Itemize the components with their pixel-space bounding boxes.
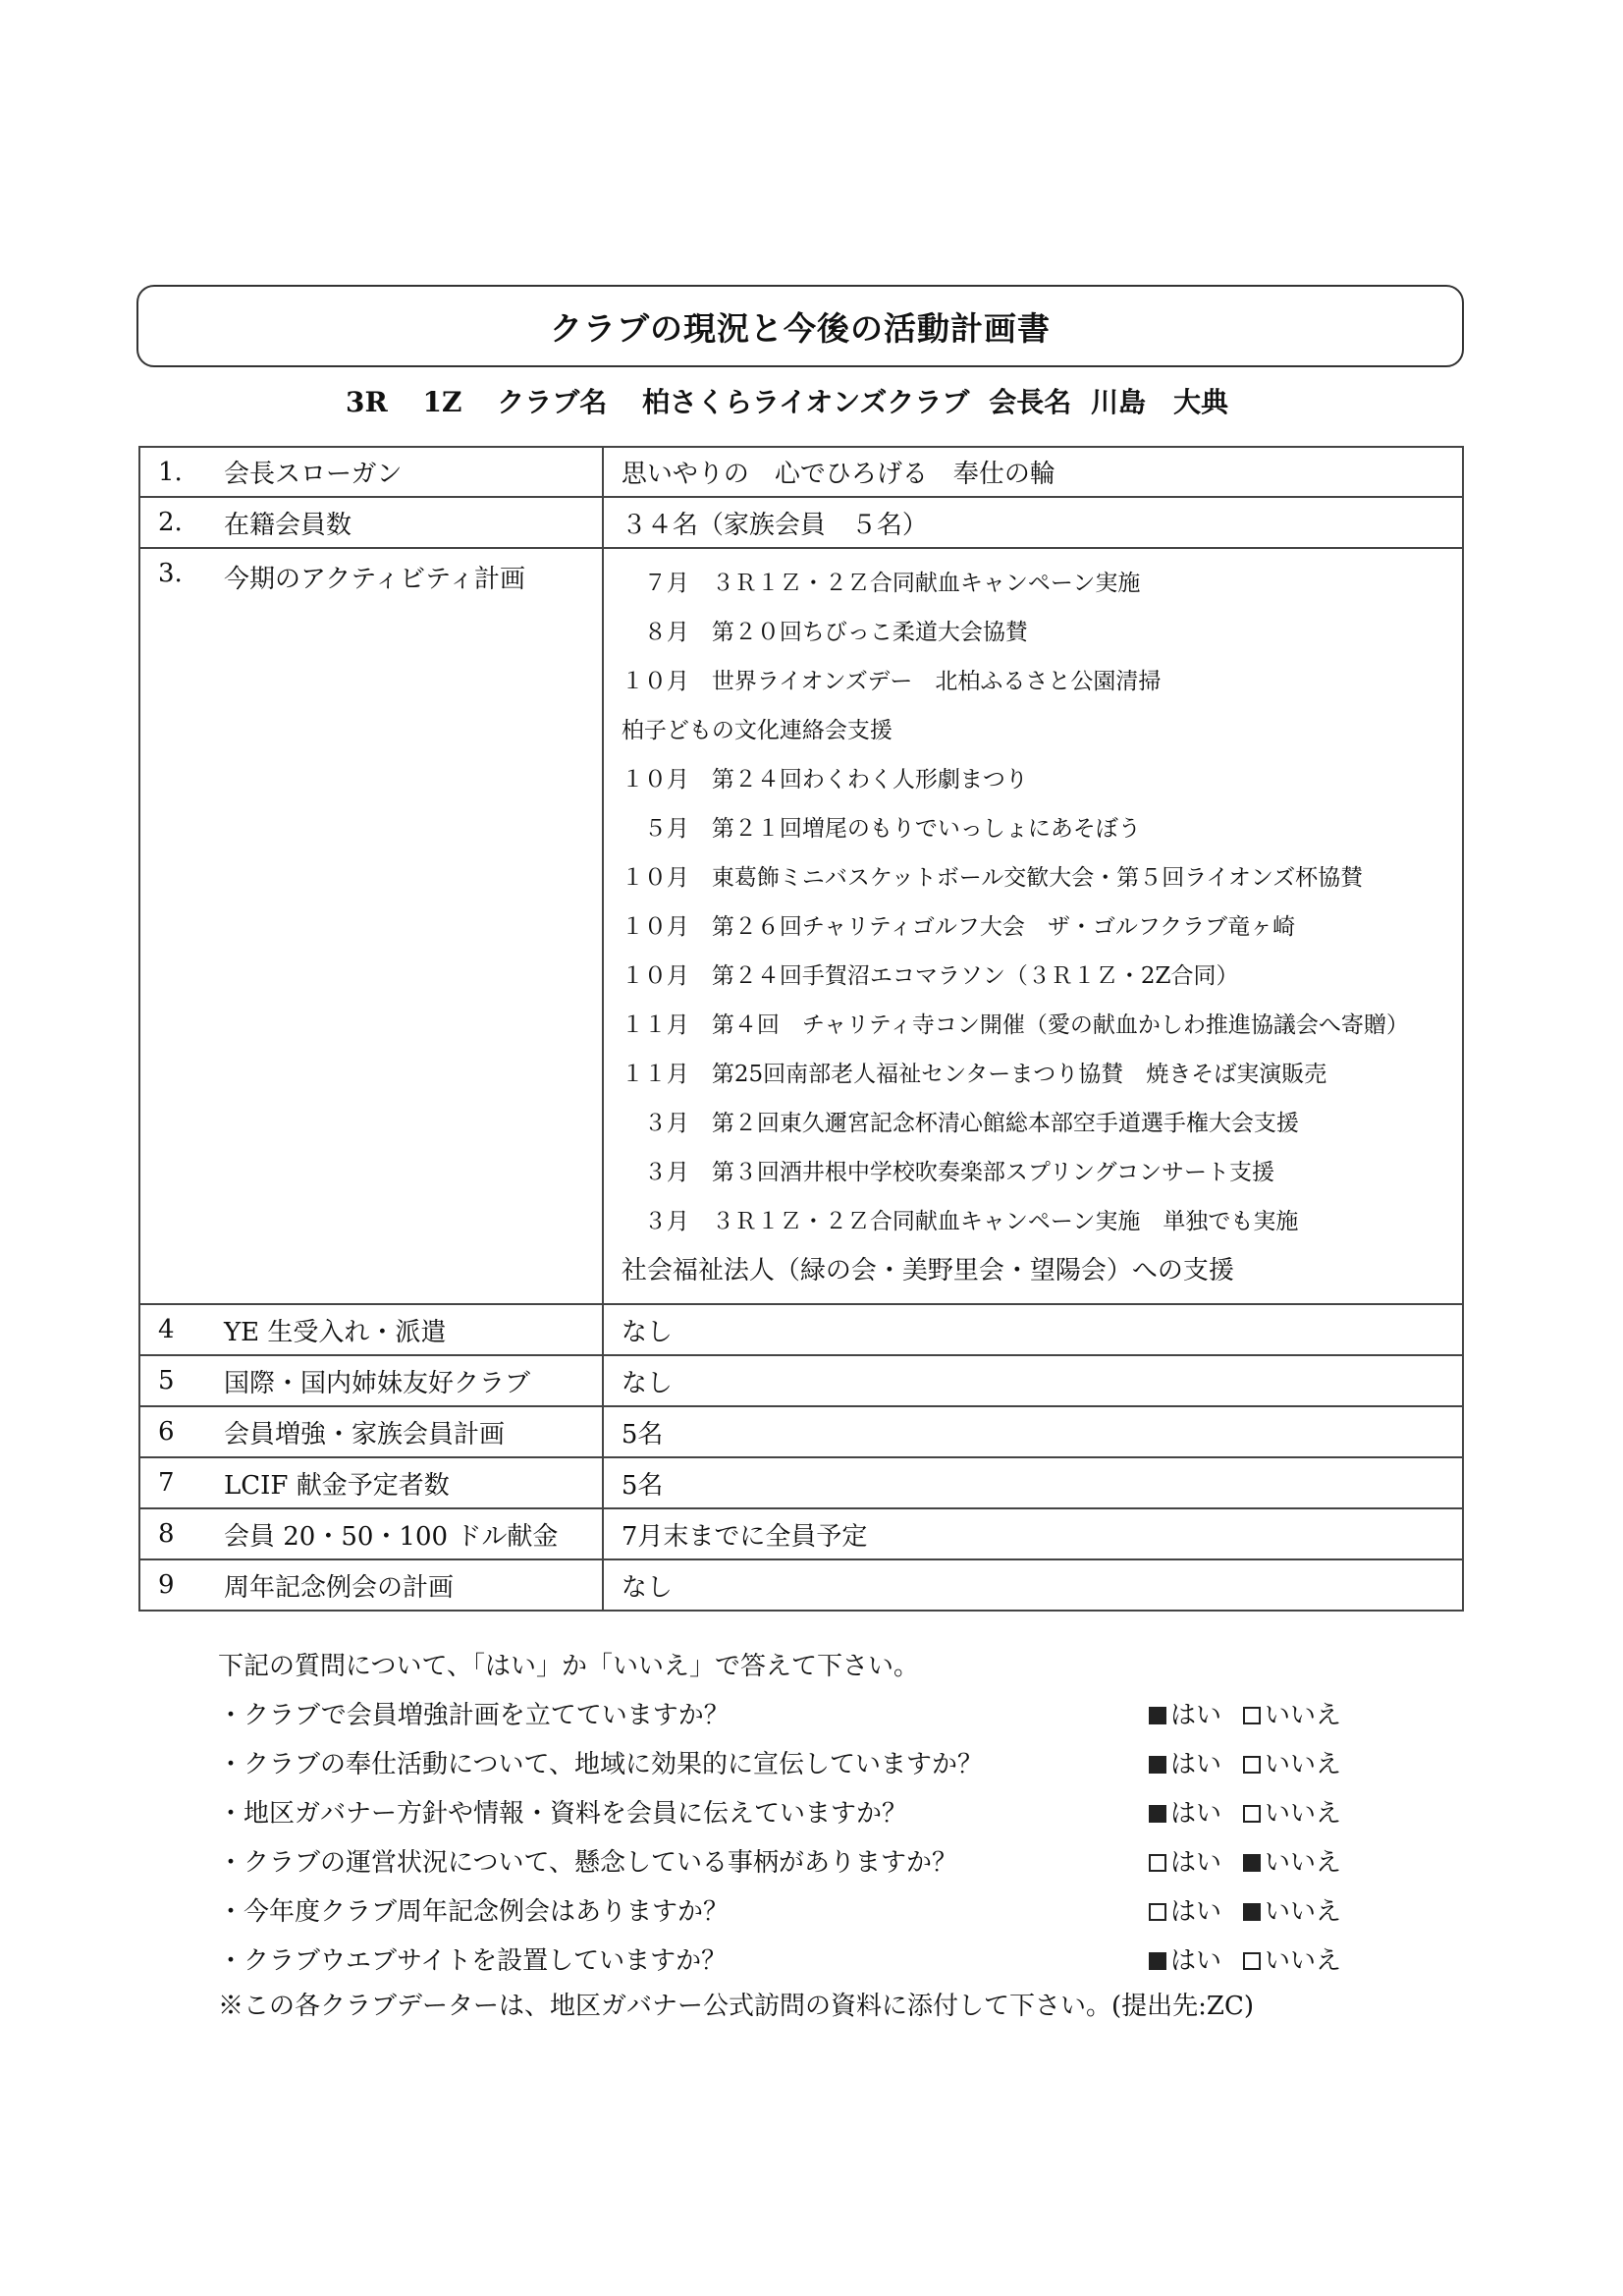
checked-box-icon[interactable] [1149,1707,1166,1724]
table-row [139,1406,1463,1457]
checked-box-icon[interactable] [1149,1805,1166,1823]
yes-label: はい [1170,1750,1222,1779]
question-text: ・クラブの運営状況について、懸念している事柄がありますか？ [218,1848,957,1878]
row-number: 9 [158,1570,175,1600]
answer-group [1149,1789,1363,1838]
yes-label: はい [1170,1799,1222,1829]
answer-group [1149,1887,1363,1937]
checked-box-icon[interactable] [1149,1952,1166,1970]
question-row [218,1838,1377,1887]
table-row [139,447,1463,497]
region: 3R [346,386,388,418]
row-number: 7 [158,1468,175,1498]
zone: 1Z [422,386,462,418]
checked-box-icon[interactable] [1243,1854,1261,1872]
row-label: 周年記念例会の計画 [224,1572,455,1603]
question-row [218,1887,1377,1937]
unchecked-box-icon[interactable] [1243,1756,1261,1774]
answer-group [1149,1838,1363,1887]
row-label: 在籍会員数 [224,510,352,540]
unchecked-box-icon[interactable] [1243,1952,1261,1970]
row-label: 会員 20・50・100 ドル献金 [224,1521,559,1552]
yes-label: はい [1170,1701,1222,1730]
question-row [218,1691,1377,1740]
row-label: 会員増強・家族会員計画 [224,1419,506,1449]
row-label: 国際・国内姉妹友好クラブ [224,1368,531,1398]
unchecked-box-icon[interactable] [1243,1805,1261,1823]
yes-option[interactable] [1149,1691,1221,1740]
row-value: 5名 [621,1419,664,1449]
row-number: 3. [158,559,183,588]
activity-item: １０月 第２４回わくわく人形劇まつり [621,767,1028,793]
question-row [218,1937,1377,1986]
answer-group [1149,1937,1363,1986]
checked-box-icon[interactable] [1243,1903,1261,1921]
activity-item: ５月 第２１回増尾のもりでいっしょにあそぼう [621,816,1141,842]
table-row [139,1508,1463,1559]
club-name: 柏さくらライオンズクラブ [641,386,970,418]
no-label: いいえ [1265,1946,1342,1976]
yes-option[interactable] [1149,1789,1221,1838]
question-row [218,1789,1377,1838]
row-label: 今期のアクティビティ計画 [224,565,526,594]
no-option[interactable] [1243,1937,1341,1986]
activity-item: １０月 東葛飾ミニバスケットボール交歓大会・第５回ライオンズ杯協賛 [621,865,1364,891]
yes-label: はい [1170,1897,1222,1927]
yes-label: はい [1170,1848,1222,1878]
no-label: いいえ [1265,1897,1342,1927]
activity-item: ３月 第２回東久邇宮記念杯清心館総本部空手道選手権大会支援 [621,1111,1299,1136]
activity-item: ７月 ３Ｒ１Ｚ・２Ｚ合同献血キャンペーン実施 [621,571,1141,596]
title-box [136,285,1464,367]
checked-box-icon[interactable] [1149,1756,1166,1774]
club-label: クラブ名 [497,386,608,418]
row-value: なし [621,1317,673,1347]
unchecked-box-icon[interactable] [1149,1903,1166,1921]
club-header [346,381,1254,420]
activity-item: ３月 第３回酒井根中学校吹奏楽部スプリングコンサート支援 [621,1160,1275,1185]
row-value: なし [621,1572,673,1603]
row-number: 4 [158,1315,175,1344]
row-number: 2. [158,508,183,537]
yes-option[interactable] [1149,1887,1221,1937]
activity-item: 社会福祉法人（緑の会・美野里会・望陽会）への支援 [621,1256,1234,1285]
table-row [139,497,1463,548]
answer-group [1149,1740,1363,1789]
question-text: ・今年度クラブ周年記念例会はありますか？ [218,1897,730,1927]
no-label: いいえ [1265,1701,1342,1730]
yes-option[interactable] [1149,1937,1221,1986]
yes-option[interactable] [1149,1838,1221,1887]
no-option[interactable] [1243,1838,1341,1887]
questionnaire [218,1642,1377,1986]
row-number: 5 [158,1366,175,1395]
no-label: いいえ [1265,1848,1342,1878]
row-label: YE 生受入れ・派遣 [224,1317,447,1347]
activity-item: １０月 世界ライオンズデー 北柏ふるさと公園清掃 [621,669,1162,694]
no-option[interactable] [1243,1740,1341,1789]
row-number: 6 [158,1417,175,1447]
no-label: いいえ [1265,1750,1342,1779]
president-label: 会長名 [989,386,1072,418]
question-text: ・クラブウエブサイトを設置していますか？ [218,1946,728,1976]
plan-table [138,446,1464,1612]
question-text: ・地区ガバナー方針や情報・資料を会員に伝えていますか？ [218,1799,908,1829]
answer-group [1149,1691,1363,1740]
question-row [218,1740,1377,1789]
activity-item: １０月 第２６回チャリティゴルフ大会 ザ・ゴルフクラブ竜ヶ崎 [621,914,1296,940]
row-number: 1. [158,457,183,487]
activity-item: １１月 第25回南部老人福祉センターまつり協賛 焼きそば実演販売 [621,1062,1327,1087]
row-value: 5名 [621,1470,664,1501]
question-text: ・クラブで会員増強計画を立てていますか？ [218,1701,730,1730]
row-value: 7月末までに全員予定 [621,1521,868,1552]
table-row [139,1304,1463,1355]
no-option[interactable] [1243,1691,1341,1740]
table-row [139,1559,1463,1611]
yes-label: はい [1170,1946,1222,1976]
row-value: ３４名（家族会員 ５名） [621,510,928,540]
activity-row [139,548,1463,1304]
footnote: ※この各クラブデーターは、地区ガバナー公式訪問の資料に添付して下さい。(提出先:ZC) [218,1992,1255,2021]
president-name: 川島 大典 [1090,386,1228,418]
row-value: なし [621,1368,673,1398]
unchecked-box-icon[interactable] [1149,1854,1166,1872]
activity-item: ８月 第２０回ちびっこ柔道大会協賛 [621,620,1028,645]
no-option[interactable] [1243,1789,1341,1838]
row-value: 思いやりの 心でひろげる 奉仕の輪 [621,460,1055,489]
activity-list [604,549,1462,1303]
activity-item: 柏子どもの文化連絡会支援 [621,718,893,743]
page-title: クラブの現況と今後の活動計画書 [550,308,1051,348]
no-option[interactable] [1243,1887,1341,1937]
activity-item: １１月 第４回 チャリティ寺コン開催（愛の献血かしわ推進協議会へ寄贈） [621,1012,1409,1038]
questionnaire-intro: 下記の質問について、「はい」か「いいえ」で答えて下さい。 [218,1652,919,1681]
table-row [139,1457,1463,1508]
question-text: ・クラブの奉仕活動について、地域に効果的に宣伝していますか？ [218,1750,983,1779]
activity-item: １０月 第２４回手賀沼エコマラソン（３Ｒ１Ｚ・2Z合同） [621,963,1239,989]
yes-option[interactable] [1149,1740,1221,1789]
table-row [139,1355,1463,1406]
activity-item: ３月 ３Ｒ１Ｚ・２Ｚ合同献血キャンペーン実施 単独でも実施 [621,1209,1299,1234]
row-label: LCIF 献金予定者数 [224,1470,450,1501]
row-label: 会長スローガン [224,460,403,489]
row-number: 8 [158,1519,175,1549]
no-label: いいえ [1265,1799,1342,1829]
unchecked-box-icon[interactable] [1243,1707,1261,1724]
